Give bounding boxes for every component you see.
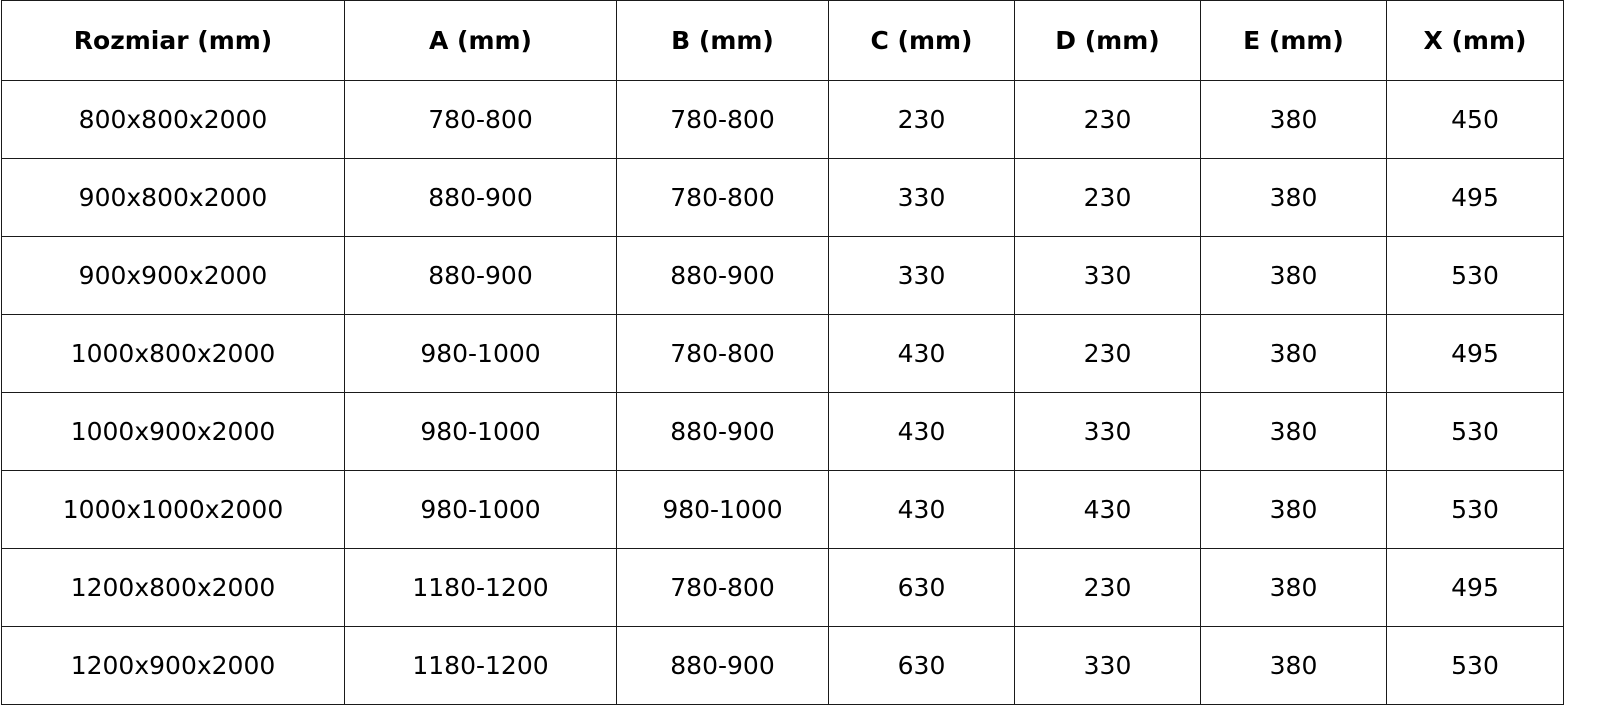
- cell-e: 380: [1201, 549, 1387, 627]
- cell-e: 380: [1201, 471, 1387, 549]
- cell-c: 630: [829, 549, 1015, 627]
- cell-a: 980-1000: [345, 315, 617, 393]
- cell-c: 330: [829, 237, 1015, 315]
- cell-x: 530: [1387, 471, 1564, 549]
- cell-e: 380: [1201, 81, 1387, 159]
- column-header-rozmiar: Rozmiar (mm): [2, 1, 345, 81]
- cell-d: 330: [1015, 237, 1201, 315]
- cell-rozmiar: 1000x1000x2000: [2, 471, 345, 549]
- table-row: [2, 159, 1564, 237]
- cell-c: 330: [829, 159, 1015, 237]
- cell-d: 330: [1015, 393, 1201, 471]
- cell-b: 880-900: [617, 627, 829, 705]
- cell-c: 430: [829, 315, 1015, 393]
- cell-rozmiar: 1000x900x2000: [2, 393, 345, 471]
- column-header-e: E (mm): [1201, 1, 1387, 81]
- cell-a: 1180-1200: [345, 627, 617, 705]
- cell-x: 530: [1387, 627, 1564, 705]
- cell-a: 880-900: [345, 159, 617, 237]
- cell-rozmiar: 800x800x2000: [2, 81, 345, 159]
- cell-b: 880-900: [617, 237, 829, 315]
- cell-d: 230: [1015, 549, 1201, 627]
- cell-d: 430: [1015, 471, 1201, 549]
- cell-x: 530: [1387, 237, 1564, 315]
- cell-rozmiar: 1200x900x2000: [2, 627, 345, 705]
- cell-e: 380: [1201, 393, 1387, 471]
- table-row: [2, 471, 1564, 549]
- cell-x: 530: [1387, 393, 1564, 471]
- column-header-d: D (mm): [1015, 1, 1201, 81]
- cell-d: 330: [1015, 627, 1201, 705]
- cell-e: 380: [1201, 159, 1387, 237]
- cell-b: 880-900: [617, 393, 829, 471]
- column-header-a: A (mm): [345, 1, 617, 81]
- table-row: [2, 627, 1564, 705]
- cell-c: 430: [829, 471, 1015, 549]
- cell-e: 380: [1201, 315, 1387, 393]
- cell-a: 1180-1200: [345, 549, 617, 627]
- cell-b: 780-800: [617, 549, 829, 627]
- column-header-c: C (mm): [829, 1, 1015, 81]
- cell-a: 980-1000: [345, 471, 617, 549]
- table-row: [2, 315, 1564, 393]
- table-header-row: [2, 1, 1564, 81]
- table-row: [2, 549, 1564, 627]
- cell-x: 495: [1387, 315, 1564, 393]
- cell-d: 230: [1015, 159, 1201, 237]
- cell-rozmiar: 900x800x2000: [2, 159, 345, 237]
- cell-b: 780-800: [617, 315, 829, 393]
- cell-rozmiar: 1200x800x2000: [2, 549, 345, 627]
- cell-c: 230: [829, 81, 1015, 159]
- cell-b: 780-800: [617, 81, 829, 159]
- cell-e: 380: [1201, 627, 1387, 705]
- table-row: [2, 81, 1564, 159]
- specification-table: [1, 0, 1564, 705]
- cell-rozmiar: 1000x800x2000: [2, 315, 345, 393]
- cell-d: 230: [1015, 81, 1201, 159]
- cell-x: 495: [1387, 159, 1564, 237]
- cell-x: 450: [1387, 81, 1564, 159]
- cell-a: 980-1000: [345, 393, 617, 471]
- table-row: [2, 237, 1564, 315]
- cell-d: 230: [1015, 315, 1201, 393]
- cell-rozmiar: 900x900x2000: [2, 237, 345, 315]
- cell-x: 495: [1387, 549, 1564, 627]
- cell-a: 880-900: [345, 237, 617, 315]
- table-row: [2, 393, 1564, 471]
- cell-c: 630: [829, 627, 1015, 705]
- cell-b: 780-800: [617, 159, 829, 237]
- cell-e: 380: [1201, 237, 1387, 315]
- column-header-x: X (mm): [1387, 1, 1564, 81]
- cell-c: 430: [829, 393, 1015, 471]
- cell-a: 780-800: [345, 81, 617, 159]
- cell-b: 980-1000: [617, 471, 829, 549]
- column-header-b: B (mm): [617, 1, 829, 81]
